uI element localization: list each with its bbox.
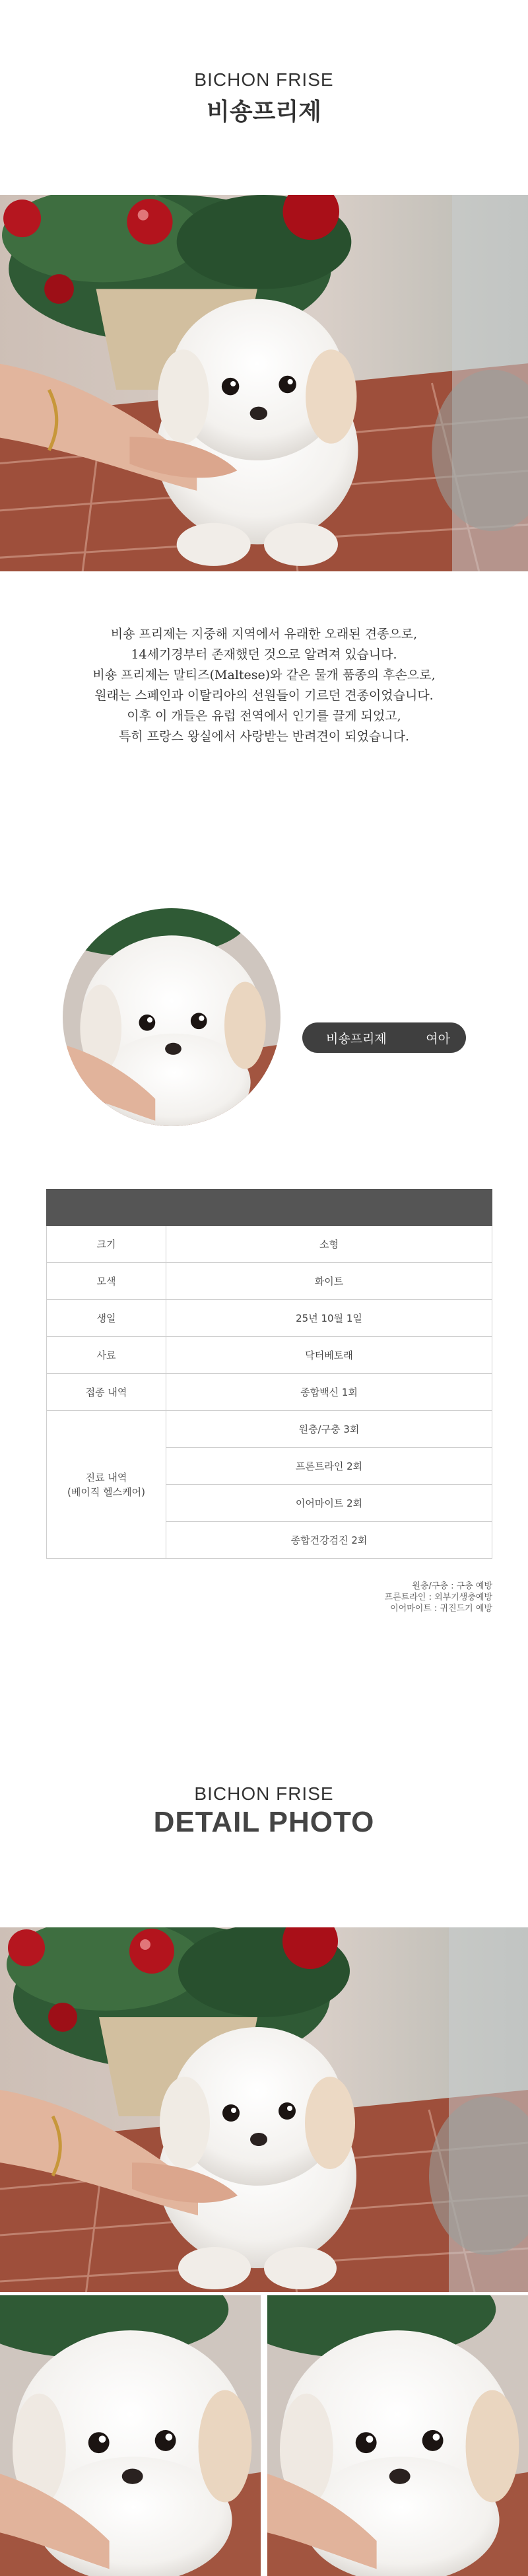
treatment-label: [47, 1411, 166, 1559]
detail-photo-wide: [0, 1927, 528, 2292]
table-header-cell: [166, 1190, 492, 1226]
detail-heading: [0, 1783, 528, 1839]
treatment-value: 원충/구충 3회: [166, 1411, 492, 1448]
treatment-value: 프론트라인 2회: [166, 1448, 492, 1485]
table-row: [47, 1300, 492, 1337]
row-label: 접종 내역: [47, 1374, 166, 1411]
table-row: [47, 1411, 492, 1448]
table-row: [47, 1337, 492, 1374]
table-row: [47, 1263, 492, 1300]
description-line: 이후 이 개들은 유럽 전역에서 인기를 끌게 되었고,: [127, 709, 401, 723]
intro-heading: [0, 69, 528, 127]
profile-breed: 비숑프리제: [326, 1031, 387, 1046]
hero-photo: [0, 195, 528, 571]
profile-sex: 여아: [426, 1031, 450, 1046]
breed-description: [0, 624, 528, 747]
table-footnotes: [385, 1581, 492, 1614]
description-line: 비숑 프리제는 말티즈(Maltese)와 같은 물개 품종의 후손으로,: [92, 668, 436, 682]
detail-title: DETAIL PHOTO: [153, 1806, 375, 1838]
description-line: 14세기경부터 존재했던 것으로 알려져 있습니다.: [131, 647, 397, 662]
profile-photo: [63, 908, 280, 1126]
table-header-cell: [47, 1190, 166, 1226]
treatment-value: 종합건강검진 2회: [166, 1522, 492, 1559]
description-line: 원래는 스페인과 이탈리아의 선원들이 기르던 견종이었습니다.: [94, 688, 434, 703]
row-label: 모색: [47, 1263, 166, 1300]
info-table: [46, 1189, 492, 1559]
row-label: 생일: [47, 1300, 166, 1337]
row-label: 크기: [47, 1226, 166, 1263]
table-header-row: [47, 1190, 492, 1226]
detail-eyebrow: BICHON FRISE: [194, 1783, 334, 1804]
row-label: 사료: [47, 1337, 166, 1374]
footnote: 이어마이트 : 귀진드기 예방: [390, 1604, 492, 1614]
row-value: 25년 10월 1일: [166, 1300, 492, 1337]
row-value: 닥터베토래: [166, 1337, 492, 1374]
footnote: 원충/구충 : 구충 예방: [412, 1581, 492, 1591]
breed-title: 비숑프리제: [207, 98, 321, 125]
row-value: 종합백신 1회: [166, 1374, 492, 1411]
treatment-label-line: 진료 내역: [85, 1471, 127, 1484]
profile-badge: [302, 1022, 466, 1053]
treatment-label-line: (베이직 헬스케어): [67, 1485, 145, 1498]
detail-photo-left: [0, 2295, 261, 2576]
footnote: 프론트라인 : 외부기생충예방: [384, 1592, 492, 1602]
description-line: 비숑 프리제는 지중해 지역에서 유래한 오래된 견종으로,: [110, 627, 418, 641]
table-row: [47, 1374, 492, 1411]
row-value: 소형: [166, 1226, 492, 1263]
table-row: [47, 1226, 492, 1263]
row-value: 화이트: [166, 1263, 492, 1300]
description-line: 특히 프랑스 왕실에서 사랑받는 반려견이 되었습니다.: [118, 729, 410, 744]
breed-eyebrow: BICHON FRISE: [194, 69, 334, 90]
detail-photo-right: [267, 2295, 528, 2576]
treatment-value: 이어마이트 2회: [166, 1485, 492, 1522]
